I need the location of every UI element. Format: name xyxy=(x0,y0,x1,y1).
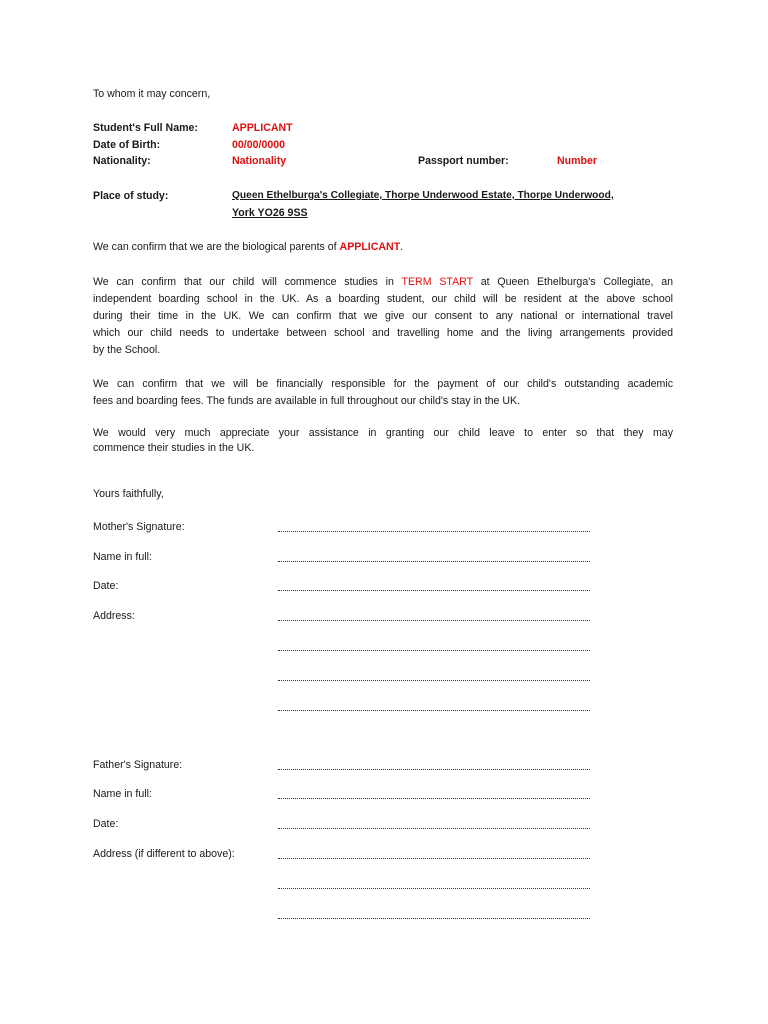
term-start-highlight: TERM START xyxy=(401,276,473,288)
father-name-line[interactable] xyxy=(278,798,590,799)
father-date-line[interactable] xyxy=(278,828,590,829)
mother-address-line[interactable] xyxy=(278,650,590,651)
mother-name-label: Name in full: xyxy=(93,551,152,563)
mother-date-line[interactable] xyxy=(278,590,590,591)
paragraph-studies-line xyxy=(93,276,673,288)
paragraph-request-line: commence their studies in the UK. xyxy=(93,442,255,454)
closing: Yours faithfully, xyxy=(93,488,164,500)
mother-signature-label: Mother's Signature: xyxy=(93,521,185,533)
paragraph-parents xyxy=(93,241,403,253)
mother-address-line[interactable] xyxy=(278,620,590,621)
mother-name-line[interactable] xyxy=(278,561,590,562)
place-value-line2: York YO26 9SS xyxy=(232,207,308,219)
salutation: To whom it may concern, xyxy=(93,88,211,100)
father-address-line[interactable] xyxy=(278,858,590,859)
mother-address-line[interactable] xyxy=(278,680,590,681)
student-name-value: APPLICANT xyxy=(232,122,293,134)
text: We can confirm that our child will commence studies in xyxy=(93,276,402,288)
father-signature-label: Father's Signature: xyxy=(93,759,183,771)
paragraph-studies-line: independent boarding school in the UK. As a boarding student, our child will be resident at the above school xyxy=(93,293,673,305)
paragraph-finance-line: fees and boarding fees. The funds are available in full throughout our child's stay in the UK. xyxy=(93,395,521,407)
student-name-label: Student's Full Name: xyxy=(93,122,198,134)
father-address-line[interactable] xyxy=(278,888,590,889)
father-date-label: Date: xyxy=(93,818,119,830)
mother-address-label: Address: xyxy=(93,610,135,622)
place-value-line1: Queen Ethelburga's Collegiate, Thorpe Underwood Estate, Thorpe Underwood, xyxy=(232,190,614,201)
mother-date-label: Date: xyxy=(93,580,119,592)
text: . xyxy=(400,241,404,253)
paragraph-studies-line: during their time in the UK. We can confirm that we give our consent to any national or international travel xyxy=(93,310,673,322)
nationality-label: Nationality: xyxy=(93,155,151,167)
mother-signature-line[interactable] xyxy=(278,531,590,532)
paragraph-finance-line: We can confirm that we will be financially responsible for the payment of our child's outstanding academic xyxy=(93,378,673,390)
passport-value: Number xyxy=(557,155,598,167)
mother-address-line[interactable] xyxy=(278,710,590,711)
father-signature-line[interactable] xyxy=(278,769,590,770)
text: at Queen Ethelburga's Collegiate, an xyxy=(472,276,673,288)
nationality-value: Nationality xyxy=(232,155,287,167)
text: We can confirm that we are the biological parents of xyxy=(93,241,340,253)
paragraph-studies-line: by the School. xyxy=(93,344,161,356)
dob-value: 00/00/0000 xyxy=(232,139,286,151)
passport-label: Passport number: xyxy=(418,155,509,167)
paragraph-request-line: We would very much appreciate your assistance in granting our child leave to enter so that they may xyxy=(93,427,673,439)
applicant-highlight: APPLICANT xyxy=(339,241,401,253)
paragraph-studies-line: which our child needs to undertake between school and travelling home and the living arrangements provided xyxy=(93,327,673,339)
father-address-line[interactable] xyxy=(278,918,590,919)
father-name-label: Name in full: xyxy=(93,788,152,800)
father-address-label: Address (if different to above): xyxy=(93,848,235,860)
place-label: Place of study: xyxy=(93,190,169,202)
dob-label: Date of Birth: xyxy=(93,139,161,151)
